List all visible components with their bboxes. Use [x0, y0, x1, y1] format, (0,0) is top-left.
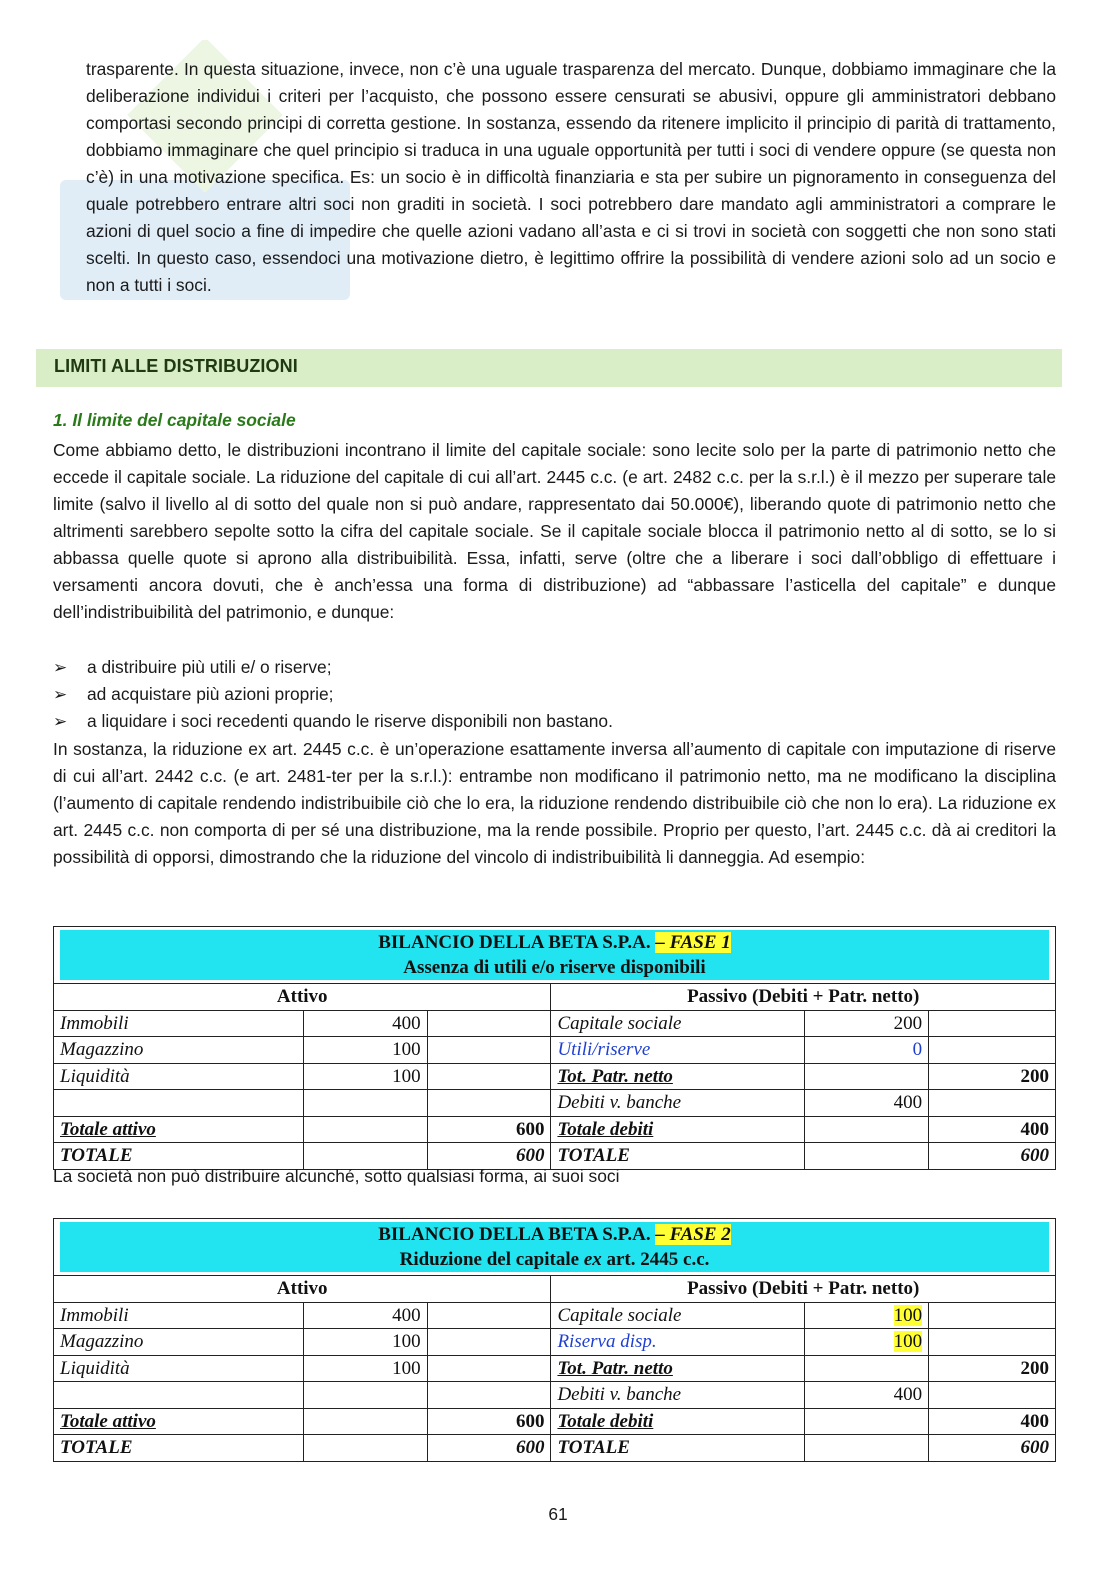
phase-label: – FASE 2 — [655, 1224, 731, 1245]
section-heading-bar — [36, 349, 1062, 387]
passivo-header: Passivo (Debiti + Patr. netto) — [551, 984, 1056, 1011]
table-1-caption: La società non può distribuire alcunché, sotto qualsiasi forma, ai suoi soci — [53, 1166, 620, 1186]
table-row: Debiti v. banche 400 — [54, 1382, 1056, 1409]
table-row: TOTALE 600 TOTALE 600 — [54, 1143, 1056, 1170]
list-item — [53, 708, 613, 735]
table-title-row — [54, 1219, 1056, 1276]
list-item-text: ad acquistare più azioni proprie; — [87, 684, 334, 704]
list-item — [53, 681, 613, 708]
phase-label: – FASE 1 — [655, 932, 731, 953]
list-item — [53, 654, 613, 681]
table-header-row — [54, 1276, 1056, 1303]
arrow-bullet-icon: ➢ — [53, 658, 68, 677]
body-paragraph-1: Come abbiamo detto, le distribuzioni incontrano il limite del capitale sociale: sono lecite solo per la parte di patrimonio netto che eccede il capitale sociale. La riduzione del capitale di cui all’art. 2445 c.c. (e art. 2482 c.c. per la s.r.l.) è il mezzo per superare tale limite (salvo il livello al di sotto del quale non si può andare, rappresentato dai 50.000€), liberando quote di patrimonio netto che altrimenti sarebbero sepolte sotto la cifra del capitale sociale. Se il capitale sociale blocca il patrimonio netto al di sotto, se lo si abbassa quelle quote si aprono alla distribuibilità. Essa, infatti, serve (oltre che a liberare i soci dall’obbligo di effettuare i versamenti ancora dovuti, che è anch’essa una forma di distribuzione) ad “abbassare l’asticella del capitale” e dunque dell’indistribuibilità del patrimonio, e dunque: — [53, 440, 1056, 622]
table-subtitle: Assenza di utili e/o riserve disponibili — [403, 957, 706, 978]
attivo-header: Attivo — [54, 1276, 551, 1303]
passivo-header: Passivo (Debiti + Patr. netto) — [551, 1276, 1056, 1303]
table-row: Magazzino 100 Utili/riserve 0 — [54, 1037, 1056, 1064]
table-title: BILANCIO DELLA BETA S.P.A. – FASE 2 Riduzione del capitale ex art. 2445 c.c. — [60, 1222, 1049, 1272]
table-row: Liquidità 100 Tot. Patr. netto 200 — [54, 1355, 1056, 1382]
arrow-bullet-icon: ➢ — [53, 685, 68, 704]
table-title: BILANCIO DELLA BETA S.P.A. – FASE 1 Assenza di utili e/o riserve disponibili — [60, 930, 1049, 980]
list-item-text: a liquidare i soci recedenti quando le riserve disponibili non bastano. — [87, 711, 613, 731]
table-row: Liquidità 100 Tot. Patr. netto 200 — [54, 1063, 1056, 1090]
intro-paragraph: trasparente. In questa situazione, invece, non c’è una uguale trasparenza del mercato. Dunque, dobbiamo immaginare che la deliberazione individui i criteri per l’acquisto, che possono essere censurati se abusivi, oppure gli amministratori debbano comportasi secondo principi di corretta gestione. In sostanza, essendo da ritenere implicito il principio di parità di trattamento, dobbiamo immaginare che quel principio si traduca in una uguale opportunità per tutti i soci di vendere oppure (se questa non c’è) in una motivazione specifica. Es: un socio è in difficoltà finanziaria e sta per subire un pignoramento in conseguenza del quale potrebbero entrare altri soci non graditi in società. I soci potrebbero dare mandato agli amministratori a comprare le azioni di quel socio a fine di impedire che quelle azioni vadano all’asta e ci si trovi in società con soggetti che non sono stati scelti. In questo caso, essendoci una motivazione dietro, è legittimo offrire la possibilità di vendere azioni solo ad un socio e non a tutti i soci. — [86, 59, 1056, 295]
table-subtitle: Riduzione del capitale ex art. 2445 c.c. — [399, 1249, 710, 1270]
table-header-row — [54, 984, 1056, 1011]
table-row: Magazzino 100 Riserva disp. 100 — [54, 1329, 1056, 1356]
table-row: Totale attivo 600 Totale debiti 400 — [54, 1408, 1056, 1435]
balance-sheet-table-phase-2 — [53, 1218, 1056, 1462]
attivo-header: Attivo — [54, 984, 551, 1011]
page-number: 61 — [548, 1504, 568, 1524]
section-title: LIMITI ALLE DISTRIBUZIONI — [54, 356, 298, 376]
table-row: Immobili 400 Capitale sociale 100 — [54, 1302, 1056, 1329]
subheading: 1. Il limite del capitale sociale — [53, 410, 296, 430]
table-row: TOTALE 600 TOTALE 600 — [54, 1435, 1056, 1462]
balance-sheet-table-phase-1 — [53, 926, 1056, 1170]
table-title-row — [54, 927, 1056, 984]
bullet-list — [53, 654, 613, 735]
list-item-text: a distribuire più utili e/ o riserve; — [87, 657, 332, 677]
table-row: Immobili 400 Capitale sociale 200 — [54, 1010, 1056, 1037]
table-row: Totale attivo 600 Totale debiti 400 — [54, 1116, 1056, 1143]
arrow-bullet-icon: ➢ — [53, 712, 68, 731]
table-row: Debiti v. banche 400 — [54, 1090, 1056, 1117]
body-paragraph-2: In sostanza, la riduzione ex art. 2445 c.c. è un’operazione esattamente inversa all’aumento di capitale con imputazione di riserve di cui all’art. 2442 c.c. (e art. 2481-ter per la s.r.l.): entrambe non modificano il patrimonio netto, ma ne modificano la disciplina (l’aumento di capitale rendendo indistribuibile ciò che lo era, la riduzione rendendo distribuibile ciò che non lo era). La riduzione ex art. 2445 c.c. non comporta di per sé una distribuzione, ma la rende possibile. Proprio per questo, l’art. 2445 c.c. dà ai creditori la possibilità di opporsi, dimostrando che la riduzione del vincolo di indistribuibilità li danneggia. Ad esempio: — [53, 739, 1056, 867]
